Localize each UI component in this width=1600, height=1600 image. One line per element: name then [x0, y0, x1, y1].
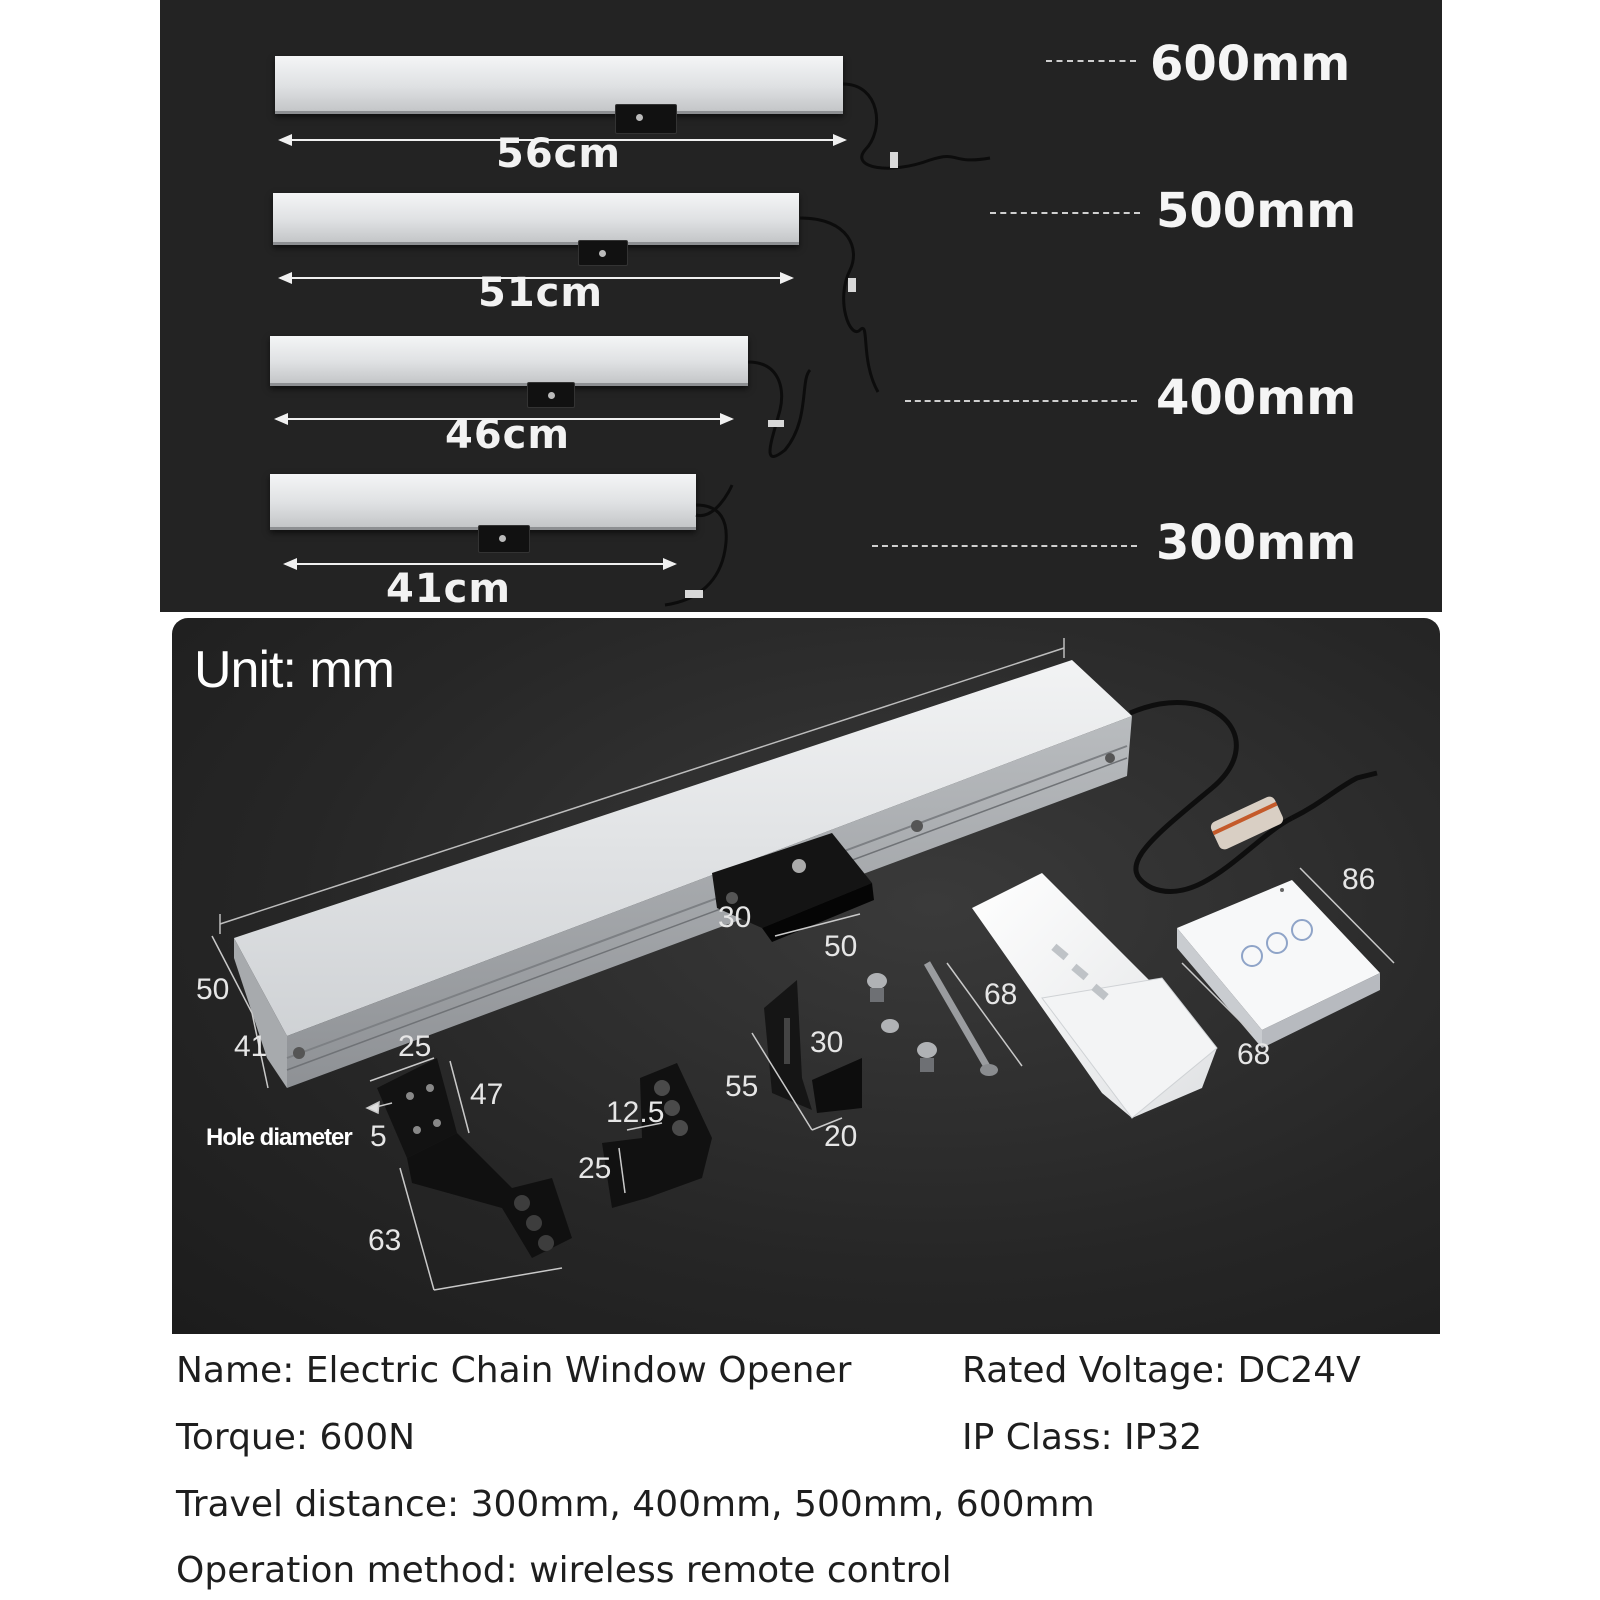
- opener-300-length-label: 41cm: [386, 566, 512, 612]
- spec-travel-distance: Travel distance: 300mm, 400mm, 500mm, 600mm: [176, 1484, 1095, 1525]
- actuator-body: [234, 660, 1132, 1088]
- dim-body-width: 41: [234, 1030, 268, 1063]
- wall-switch: [1177, 880, 1380, 1048]
- actuator-cable: [1130, 703, 1377, 892]
- opener-300-stroke-label: 300mm: [1156, 515, 1357, 571]
- dim-bracket-b-top: 12.5: [606, 1096, 665, 1129]
- hole-diameter-label: Hole diameter: [206, 1124, 352, 1151]
- dim-bracket-a-width: 25: [398, 1030, 432, 1063]
- dim-bracket-c-height: 55: [725, 1070, 759, 1103]
- hardware-screws: [867, 963, 998, 1076]
- dim-clip-width: 50: [824, 930, 858, 963]
- spec-name: Name: Electric Chain Window Opener: [176, 1350, 852, 1391]
- dimension-drawing: [172, 618, 1440, 1334]
- dim-hole-diameter: 5: [370, 1120, 387, 1153]
- unit-label: Unit: mm: [194, 641, 394, 699]
- dim-body-height: 50: [196, 973, 230, 1006]
- dim-bracket-c-width: 30: [810, 1026, 844, 1059]
- opener-500-length-label: 51cm: [478, 270, 604, 316]
- spec-rated-voltage: Rated Voltage: DC24V: [962, 1350, 1361, 1391]
- dim-bracket-a-height: 47: [470, 1078, 504, 1111]
- spec-torque: Torque: 600N: [176, 1417, 416, 1458]
- opener-600-stroke-label: 600mm: [1150, 36, 1351, 92]
- opener-500-stroke-label: 500mm: [1156, 183, 1357, 239]
- spec-operation-method: Operation method: wireless remote control: [176, 1550, 952, 1591]
- dim-bracket-c-depth: 20: [824, 1120, 858, 1153]
- opener-600-length-label: 56cm: [496, 131, 622, 177]
- dim-bracket-a-length: 63: [368, 1224, 402, 1257]
- spec-ip-class: IP Class: IP32: [962, 1417, 1203, 1458]
- opener-400-stroke-label: 400mm: [1156, 370, 1357, 426]
- bracket-b: [602, 1063, 712, 1208]
- dim-switch-width: 86: [1342, 863, 1376, 896]
- dim-pin-length: 68: [984, 978, 1018, 1011]
- opener-cables: [160, 0, 1442, 612]
- opener-lengths-panel: [160, 0, 1442, 612]
- opener-400-length-label: 46cm: [445, 412, 571, 458]
- dim-bracket-b-side: 25: [578, 1152, 612, 1185]
- dim-switch-height: 68: [1237, 1038, 1271, 1071]
- cable-connector: [1209, 795, 1285, 852]
- dim-clip-height: 30: [718, 901, 752, 934]
- dimension-diagram-panel: [172, 618, 1440, 1334]
